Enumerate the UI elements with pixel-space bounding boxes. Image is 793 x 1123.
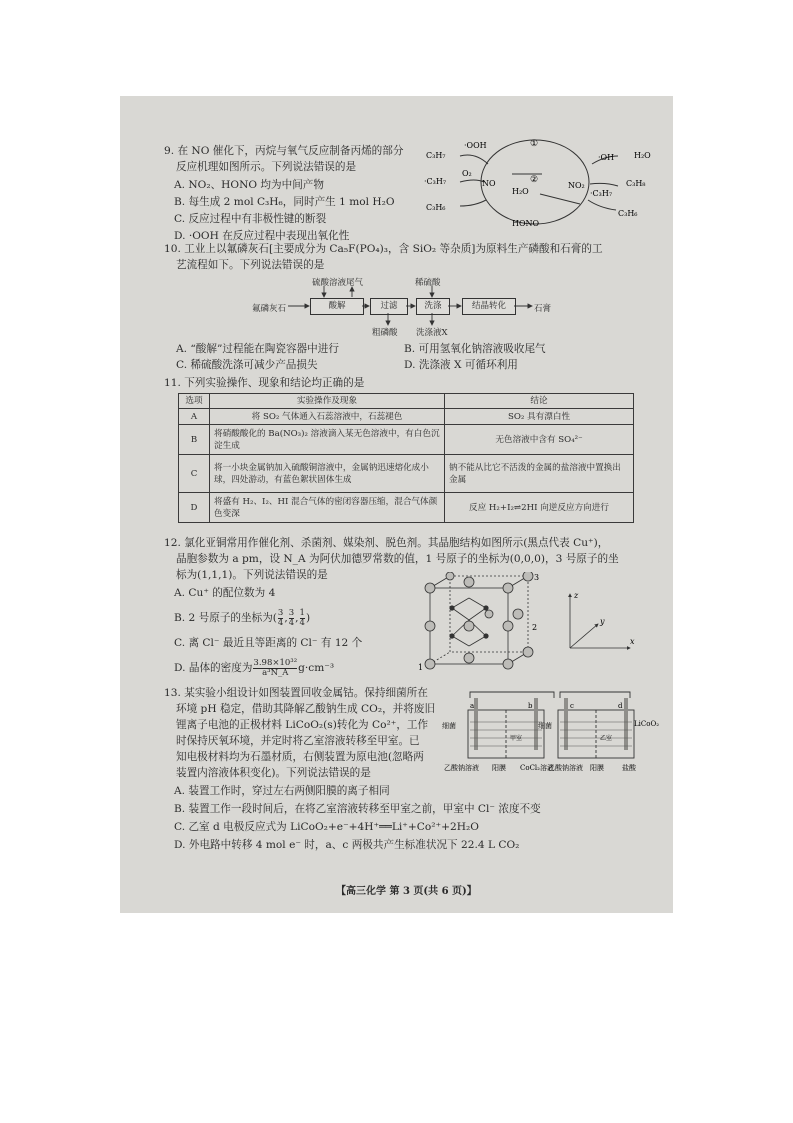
q9-label-hono: HONO [512,219,540,228]
fraction-num: 1 [299,607,305,618]
q10-option-b: B. 可用氢氧化钠溶液吸收尾气 [404,343,546,355]
q9-label-h2o-2: H₂O [634,151,651,160]
q9-label-no2: NO₂ [568,181,585,190]
flow-step-wash: 洗涤 [416,298,450,315]
fraction-num: 3 [277,607,284,618]
electrode-c: c [570,702,574,710]
table-header-row [179,394,634,409]
fraction [278,609,283,628]
exam-page [120,96,673,913]
label-sodium-acetate-2: 乙酸钠溶液 [548,764,583,772]
axis-label-z: z [574,591,579,600]
table-cell: 将盛有 H₂、I₂、HI 混合气体的密闭容器压缩，混合气体颜色变深 [210,493,445,523]
table-header: 实验操作及现象 [210,394,445,409]
table-row [179,455,634,493]
q13-stem-line5: 知电极材料均为石墨材质，右侧装置为原电池(忽略两 [176,751,424,763]
table-row [179,493,634,523]
q9-stem-line2: 反应机理如图所示。下列说法错误的是 [176,161,357,173]
q13-option-a: A. 装置工作时，穿过左右两侧阳膜的离子相同 [174,785,390,797]
crystal-label-3: 3 [534,573,540,582]
q9-label-h2o-1: H₂O [512,187,529,196]
q13-stem-line3: 锂离子电池的正极材料 LiCoO₂(s)转化为 Co²⁺，工作 [176,719,429,731]
q9-stem-line1: 9. 在 NO 催化下，丙烷与氧气反应制备丙烯的部分 [164,145,404,157]
label-sodium-acetate-1: 乙酸钠溶液 [444,764,479,772]
flow-start: 氟磷灰石 [252,304,287,314]
electrode-a: a [470,702,475,710]
flow-product: 石膏 [534,304,552,314]
table-cell: 将一小块金属钠加入硫酸铜溶液中，金属钠迅速熔化成小球，四处游动，有蓝色絮状固体生成 [210,455,445,493]
label-licoo2: LiCoO₂ [634,720,660,728]
q9-label-oh: ·OH [598,153,615,162]
q9-label-c3h7-1: C₃H₇ [426,151,446,160]
q9-label-c3h6-2: C₃H₆ [618,209,638,218]
q9-option-d: D. ·OOH 在反应过程中表现出氧化性 [174,230,350,242]
crystal-label-1: 1 [418,663,424,672]
table-cell: D [179,493,210,523]
flow-washx: 洗涤液X [416,328,448,338]
table-row [179,409,634,425]
q13-stem-line2: 环境 pH 稳定，借助其降解乙酸钠生成 CO₂，并将废旧 [176,703,436,715]
label-hcl: 盐酸 [622,764,636,772]
q13-option-b: B. 装置工作一段时间后，在将乙室溶液转移至甲室之前，甲室中 Cl⁻ 浓度不变 [174,803,541,815]
table-cell: 将 SO₂ 气体通入石蕊溶液中，石蕊褪色 [210,409,445,425]
flow-dilute: 稀硫酸 [415,278,441,288]
q13-apparatus-diagram [434,686,662,782]
fraction-num: 3 [288,607,295,618]
q12-axes-diagram [560,586,640,656]
table-cell: 钠不能从比它不活泼的金属的盐溶液中置换出金属 [445,455,634,493]
q12-b-suffix: ) [305,612,311,624]
q9-label-c1: ① [530,139,539,149]
flow-acid: 硫酸溶液 [312,278,347,288]
q13-option-c: C. 乙室 d 电极反应式为 LiCoO₂+e⁻+4H⁺══Li⁺+Co²⁺+2H₂O [174,821,479,833]
flow-step-filter: 过滤 [370,298,408,315]
table-header: 结论 [445,394,634,409]
q10-option-c: C. 稀硫酸洗涤可减少产品损失 [176,359,318,371]
label-membrane-1: 阳膜 [492,764,506,772]
table-cell: A [179,409,210,425]
q12-d-suffix: g·cm⁻³ [298,662,335,674]
label-yi: 乙室 [600,735,613,742]
q12-stem-line3: 标为(1,1,1)。下列说法错误的是 [176,569,328,581]
q9-label-c2: ② [530,175,539,185]
table-cell: 反应 H₂+I₂⇌2HI 向逆反应方向进行 [445,493,634,523]
q9-option-a: A. NO₂、HONO 均为中间产物 [174,179,324,191]
q13-stem-line1: 13. 某实验小组设计如图装置回收金属钴。保持细菌所在 [164,687,428,699]
fraction [289,609,294,628]
fraction-den: 4 [299,617,305,628]
q9-label-o2: O₂ [462,169,472,178]
label-membrane-2: 阳膜 [590,764,604,772]
table-cell: 无色溶液中含有 SO₄²⁻ [445,425,634,455]
q9-option-b: B. 每生成 2 mol C₃H₆，同时产生 1 mol H₂O [174,196,395,208]
q11-table [178,393,634,523]
fraction-num: 3.98×10³² [253,657,298,668]
q9-label-c3h6-1: C₃H₆ [426,203,446,212]
label-jia: 甲室 [510,735,523,742]
q10-stem-line1: 10. 工业上以氟磷灰石[主要成分为 Ca₅F(PO₄)₃，含 SiO₂ 等杂质]为原料生产磷酸和石膏的工 [164,243,603,255]
fraction-den: 4 [277,617,284,628]
axis-label-y: y [600,617,605,626]
label-bacteria-1: 细菌 [442,722,456,730]
flow-step-acidolysis: 酸解 [310,298,364,315]
flow-step-crystallize: 结晶转化 [462,298,516,315]
table-cell: SO₂ 具有漂白性 [445,409,634,425]
crystal-label-2: 2 [532,623,538,632]
fraction [300,609,305,628]
fraction-den: a³N_A [262,667,289,678]
q10-option-d: D. 洗涤液 X 可循环利用 [404,359,518,371]
q12-stem-line1: 12. 氯化亚铜常用作催化剂、杀菌剂、媒染剂、脱色剂。其晶胞结构如图所示(黑点代表 Cu⁺)， [164,537,609,549]
q12-option-b: B. 2 号原子的坐标为( $\frac{3}{4}$ , $\frac{3}{4}$ , $\frac{1}{4}$ ) [174,607,311,628]
q9-label-c3h7-3: ·C₃H₇ [590,189,613,198]
q9-label-c3h8: C₃H₈ [626,179,646,188]
q11-stem: 11. 下列实验操作、现象和结论均正确的是 [164,377,365,389]
table-row [179,425,634,455]
q12-option-d [174,656,334,680]
table-cell: C [179,455,210,493]
flow-gas: 尾气 [346,278,364,288]
page-footer: 【高三化学 第 3 页(共 6 页)】 [336,886,477,897]
table-cell: B [179,425,210,455]
electrode-d: d [618,702,623,710]
q12-crystal-cell-diagram [416,572,546,672]
q12-stem-line2: 晶胞参数为 a pm，设 N_A 为阿伏加德罗常数的值，1 号原子的坐标为(0,0,0)，3 号原子的坐 [176,553,619,565]
label-bacteria-2: 细菌 [538,722,552,730]
q13-option-d: D. 外电路中转移 4 mol e⁻ 时，a、c 两极共产生标准状况下 22.4 L CO₂ [174,839,520,851]
q9-label-no: NO [482,179,496,188]
q10-stem-line2: 艺流程如下。下列说法错误的是 [176,259,325,271]
q13-stem-line4: 时保持厌氧环境，并定时将乙室溶液转移至甲室。已 [176,735,420,747]
q9-label-ooh: ·OOH [464,141,487,150]
q12-b-prefix: B. 2 号原子的坐标为( [174,612,277,624]
label-cocl2: CoCl₂溶液 [520,764,554,772]
q10-option-a: A. “酸解”过程能在陶瓷容器中进行 [176,343,339,355]
q12-option-a: A. Cu⁺ 的配位数为 4 [174,587,276,599]
q13-stem-line6: 装置内溶液体积变化)。下列说法错误的是 [176,767,371,779]
flow-arrows [120,96,673,356]
q9-option-c: C. 反应过程中有非极性键的断裂 [174,213,327,225]
flow-crude: 粗磷酸 [372,328,398,338]
q9-label-c3h7-2: ·C₃H₇ [424,177,447,186]
axis-label-x: x [630,637,635,646]
q12-option-c: C. 离 Cl⁻ 最近且等距离的 Cl⁻ 有 12 个 [174,637,363,649]
fraction [253,659,297,678]
table-header: 选项 [179,394,210,409]
electrode-b: b [528,702,533,710]
table-cell: 将硝酸酸化的 Ba(NO₃)₂ 溶液滴入某无色溶液中，有白色沉淀生成 [210,425,445,455]
q12-d-prefix: D. 晶体的密度为 [174,662,253,674]
fraction-den: 4 [288,617,295,628]
